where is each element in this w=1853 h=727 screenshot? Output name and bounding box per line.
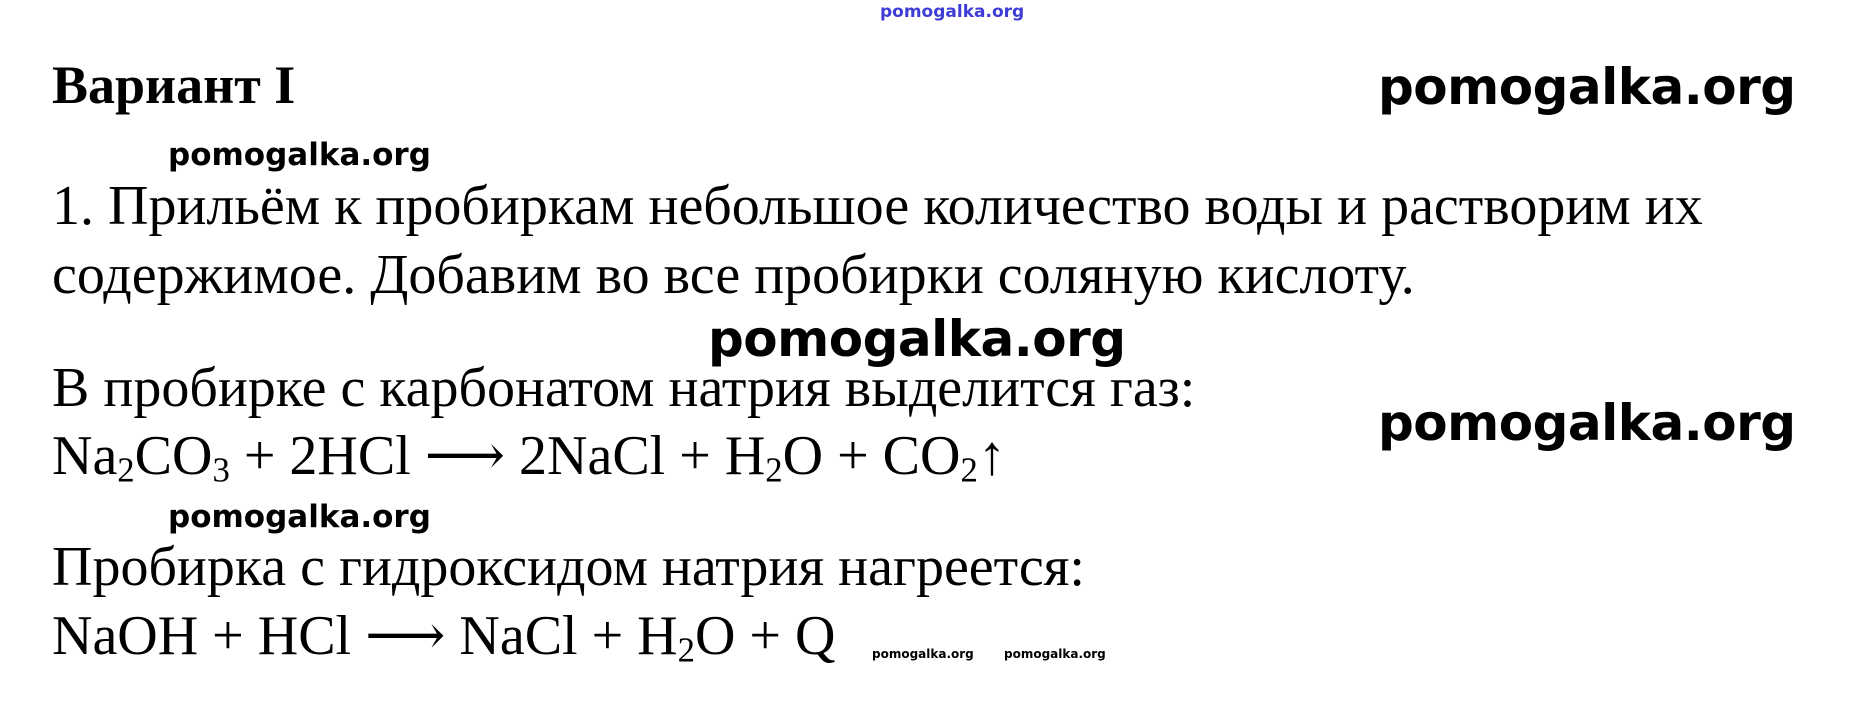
watermark-left-1: pomogalka.org	[168, 137, 431, 173]
task1-line-1: 1. Прильём к пробиркам небольшое количество воды и растворим их	[52, 175, 1703, 237]
eq1-co2-sub: 2	[960, 450, 978, 490]
equation-carbonate	[52, 425, 1006, 490]
watermark-center: pomogalka.org	[708, 310, 1126, 368]
watermark-tiny-1: pomogalka.org	[872, 647, 974, 661]
variant-heading: Вариант I	[52, 55, 296, 115]
watermark-tiny-2: pomogalka.org	[1004, 647, 1106, 661]
watermark-left-2: pomogalka.org	[168, 499, 431, 535]
eq1-mid: + 2HCl ⟶ 2NaCl + H	[229, 425, 766, 487]
eq1-na: Na	[52, 425, 118, 487]
eq2-left: NaOH + HCl ⟶ NaCl + H	[52, 605, 678, 667]
eq1-h-sub: 2	[765, 450, 783, 490]
equation-hydroxide	[52, 605, 836, 670]
eq1-na-sub: 2	[117, 450, 135, 490]
gas-arrow-icon: ↑	[977, 425, 1006, 487]
carbonate-text: В пробирке с карбонатом натрия выделится газ:	[52, 357, 1196, 419]
eq1-co: CO	[134, 425, 213, 487]
watermark-top: pomogalka.org	[880, 2, 1025, 22]
watermark-right-mid: pomogalka.org	[1378, 394, 1796, 452]
eq2-right: O + Q	[694, 605, 836, 667]
hydroxide-text: Пробирка с гидроксидом натрия нагреется:	[52, 536, 1085, 598]
task1-line-2: содержимое. Добавим во все пробирки соляную кислоту.	[52, 244, 1415, 306]
eq1-o-plus: O + CO	[782, 425, 961, 487]
eq2-h-sub: 2	[677, 630, 695, 670]
watermark-right-top: pomogalka.org	[1378, 58, 1796, 116]
eq1-co-sub: 3	[212, 450, 230, 490]
